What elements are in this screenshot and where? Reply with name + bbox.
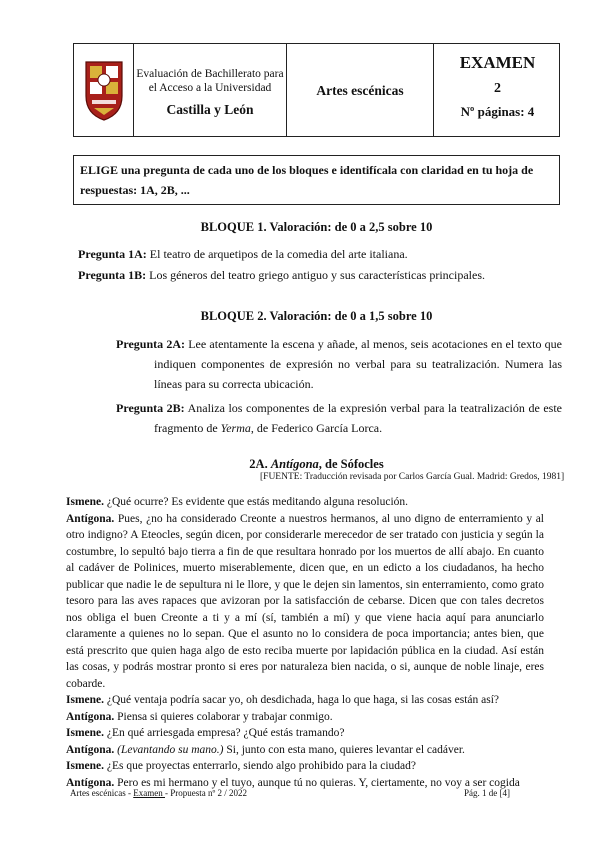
dialogue-line (66, 511, 544, 693)
exam-title: EXAMEN (459, 53, 536, 72)
speech: Pero es mi hermano y el tuyo, aunque tú no quieras. Y, ciertamente, no voy a ser cogida (114, 776, 520, 789)
question-2a-text: Lee atentamente la escena y añade, al menos, seis acotaciones en el texto que indiquen componentes de expresión no verbal para su teatralización. Numera las líneas para su correcta ubicación. (154, 337, 562, 391)
institution-line-2: el Acceso a la Universidad (148, 82, 272, 94)
text-title (73, 457, 560, 472)
text-title-pre: 2A. (249, 457, 271, 471)
page-number: Pág. 1 de [4] (464, 788, 510, 798)
block-1-title: BLOQUE 1. Valoración: de 0 a 2,5 sobre 10 (200, 220, 433, 234)
text-title-post: , de Sófocles (318, 457, 384, 471)
speaker: Antígona. (66, 776, 115, 789)
region-name: Castilla y León (166, 102, 254, 117)
question-1b (78, 265, 528, 285)
speaker: Antígona. (66, 743, 115, 756)
block-2-title: BLOQUE 2. Valoración: de 0 a 1,5 sobre 10 (200, 309, 433, 323)
instructions-text: ELIGE una pregunta de cada uno de los bloques e identifícala con claridad en tu hoja de respuestas: 1A, 2B, ... (80, 163, 534, 197)
speech: Pues, ¿no ha considerado Creonte a nuestros hermanos, al uno digno de enterramiento y al otro indigno? A Eteocles, según dicen, por considerarle merecedor de ser tratado con justicia y según la costumbre, lo sepultó bajo tierra a fin de que resultara honrado por los muertos de allí abajo. En cuanto al cadáver de Polinices, muerto miserablemente, dicen que, en un edicto a los ciudadanos, ha hecho publicar que nadie le de sepultura ni le llore, y que le dejen sin lamentos, sin enterramiento, como grato tesoro para las aves rapaces que avizoran por la satisfacción de cebarse. Dicen que con tales decretos nos obliga el buen Creonte a ti y a mí (sí, también a mí) y que viene hacia aquí para anunciarlo claramente a quienes no lo sepan. Que el asunto no lo considera de poca importancia; antes bien, que está prescrito que quien haga algo de esto reciba muerte por lapidación pública en la ciudad. Así están las cosas, y podrás mostrar pronto si eres por naturaleza bien nacida, o si, aunque de noble linaje, eres cobarde. (66, 512, 544, 690)
instructions-box (73, 155, 560, 205)
question-1a-label: Pregunta 1A: (78, 247, 147, 261)
question-2b-work: Yerma (220, 421, 251, 435)
speaker: Ismene. (66, 760, 105, 772)
speech: Si, junto con esta mano, quieres levantar el cadáver. (223, 743, 465, 756)
question-1a (78, 244, 528, 264)
header-table (73, 43, 560, 137)
subject-name: Artes escénicas (316, 83, 404, 98)
dialogue-text (66, 494, 544, 791)
footer-left (70, 788, 247, 798)
question-1b-label: Pregunta 1B: (78, 268, 147, 282)
question-1b-text: Los géneros del teatro griego antiguo y sus características principales. (146, 268, 485, 282)
dialogue-line (66, 725, 544, 742)
dialogue-line (66, 742, 544, 759)
stage-direction: (Levantando su mano.) (117, 743, 224, 756)
question-2a-label: Pregunta 2A: (116, 337, 185, 351)
dialogue-line (66, 692, 544, 709)
question-2b-label: Pregunta 2B: (116, 401, 185, 415)
question-1a-text: El teatro de arquetipos de la comedia del arte italiana. (146, 247, 408, 261)
speaker: Ismene. (66, 727, 105, 739)
footer-exam-word: Examen (133, 788, 165, 798)
speech: ¿Es que proyectas enterrarlo, siendo algo prohibido para la ciudad? (104, 760, 416, 772)
dialogue-line (66, 494, 544, 511)
institution-line-1: Evaluación de Bachillerato para (136, 68, 284, 80)
speech: Piensa si quieres colaborar y trabajar conmigo. (114, 710, 333, 723)
text-title-work: Antígona (270, 457, 319, 471)
dialogue-line (66, 709, 544, 726)
speaker: Antígona. (66, 512, 115, 525)
question-2b-text: Analiza los componentes de la expresión verbal para la teatralización de este fragmento de (154, 401, 563, 435)
question-2b (116, 398, 562, 438)
dialogue-line (66, 758, 544, 775)
university-crest-icon (74, 44, 134, 136)
speech: ¿Qué ventaja podría sacar yo, oh desdichada, haga lo que haga, si las cosas están así? (104, 694, 500, 706)
source-citation: [FUENTE: Traducción revisada por Carlos García Gual. Madrid: Gredos, 1981] (260, 472, 565, 482)
page-count: Nº páginas: 4 (460, 104, 535, 119)
question-2b-text-end: , de Federico García Lorca. (250, 421, 383, 435)
speaker: Ismene. (66, 496, 105, 508)
footer-post: - Propuesta nº 2 / 2022 (164, 788, 248, 798)
speaker: Ismene. (66, 694, 105, 706)
subject-cell (287, 44, 434, 136)
logo-cell (74, 44, 134, 136)
speech: ¿En qué arriesgada empresa? ¿Qué estás tramando? (104, 727, 345, 739)
speech: ¿Qué ocurre? Es evidente que estás meditando alguna resolución. (104, 496, 409, 508)
exam-cell (434, 44, 561, 136)
institution-cell (134, 44, 287, 136)
question-2a (116, 334, 562, 394)
footer-pre: Artes escénicas - (70, 788, 134, 798)
exam-number: 2 (494, 81, 501, 96)
speaker: Antígona. (66, 710, 115, 723)
